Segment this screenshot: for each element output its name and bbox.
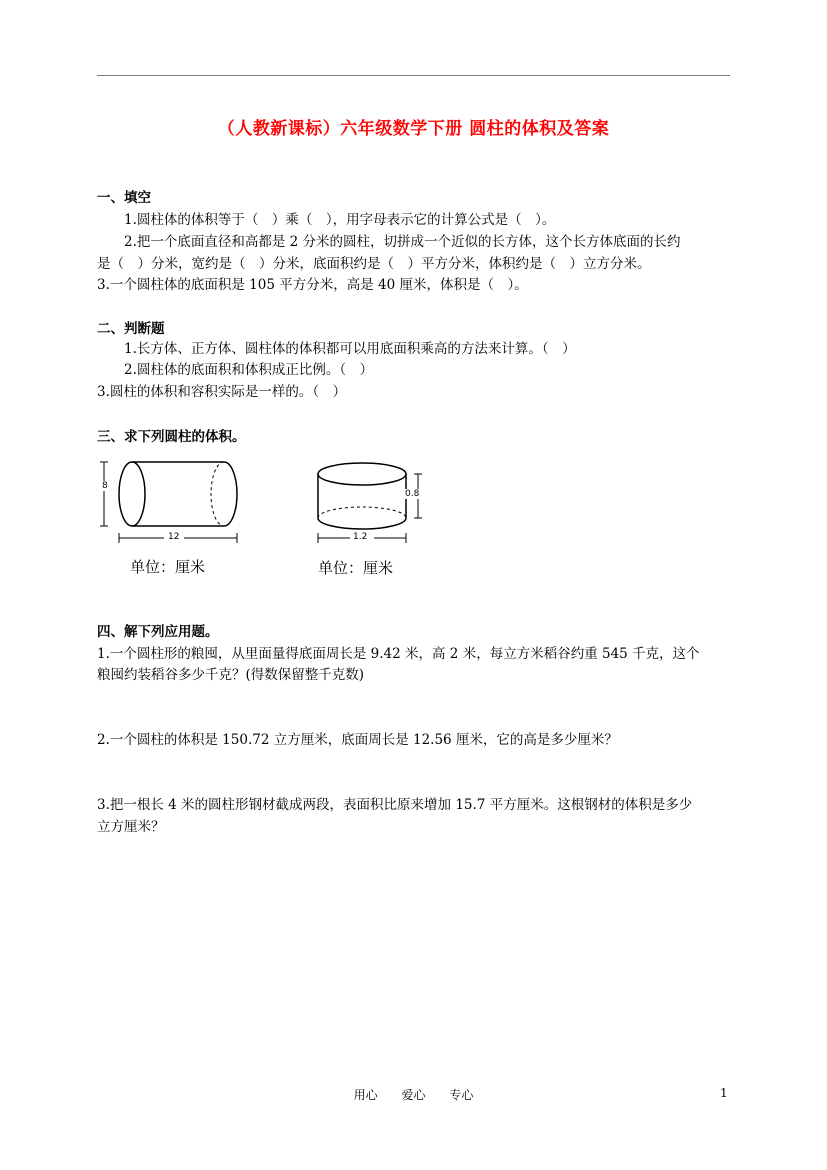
page-number: 1 <box>720 1086 728 1100</box>
section4-q3-line1: 3.把一根长 4 米的圆柱形钢材截成两段，表面积比原来增加 15.7 平方厘米。这根钢材的体积是多少 <box>97 797 693 813</box>
fig2-unit: 单位：厘米 <box>318 559 394 577</box>
page-title: （人教新课标）六年级数学下册 圆柱的体积及答案 <box>217 119 610 139</box>
section1-q2-line1: 2.把一个底面直径和高都是 2 分米的圆柱，切拼成一个近似的长方体，这个长方体底面的长约 <box>124 234 681 250</box>
section1-q1: 1.圆柱体的体积等于（ ）乘（ ），用字母表示它的计算公式是（ ）。 <box>124 212 556 228</box>
section2-q1: 1.长方体、正方体、圆柱体的体积都可以用底面积乘高的方法来计算。（ ） <box>124 341 576 357</box>
section2-q2: 2.圆柱体的底面积和体积成正比例。（ ） <box>124 362 374 378</box>
footer-item-3: 专心 <box>449 1088 474 1102</box>
header-rule <box>97 75 730 76</box>
fig1-unit: 单位：厘米 <box>130 558 206 576</box>
section4-q1-line1: 1.一个圆柱形的粮囤，从里面量得底面周长是 9.42 米，高 2 米，每立方米稻谷约重 545 千克，这个 <box>97 646 700 662</box>
section2-q3: 3.圆柱的体积和容积实际是一样的。（ ） <box>97 384 347 400</box>
section1-q2-line2: 是（ ）分米，宽约是（ ）分米，底面积约是（ ）平方分米，体积约是（ ）立方分米。 <box>97 256 651 272</box>
fig2-height-label: 0.8 <box>405 489 420 499</box>
fig1-length-label: 12 <box>168 532 180 542</box>
section1-heading: 一、填空 <box>97 190 151 206</box>
section4-q1-line2: 粮囤约装稻谷多少千克？(得数保留整千克数) <box>97 667 365 683</box>
footer-item-1: 用心 <box>353 1088 378 1102</box>
section4-q3-line2: 立方厘米？ <box>97 819 165 835</box>
cylinder-figure-2 <box>312 456 442 548</box>
fig2-diameter-label: 1.2 <box>353 532 368 542</box>
section3-heading: 三、求下列圆柱的体积。 <box>97 429 246 445</box>
section2-heading: 二、判断题 <box>97 321 165 337</box>
footer-item-2: 爱心 <box>401 1088 426 1102</box>
page-footer <box>0 1086 827 1103</box>
section1-q3: 3.一个圆柱体的底面积是 105 平方分米，高是 40 厘米，体积是（ ）。 <box>97 277 528 293</box>
section4-q2: 2.一个圆柱的体积是 150.72 立方厘米，底面周长是 12.56 厘米，它的高是多少厘米？ <box>97 732 618 748</box>
fig1-height-label: 8 <box>102 481 108 491</box>
section4-heading: 四、解下列应用题。 <box>97 624 219 640</box>
